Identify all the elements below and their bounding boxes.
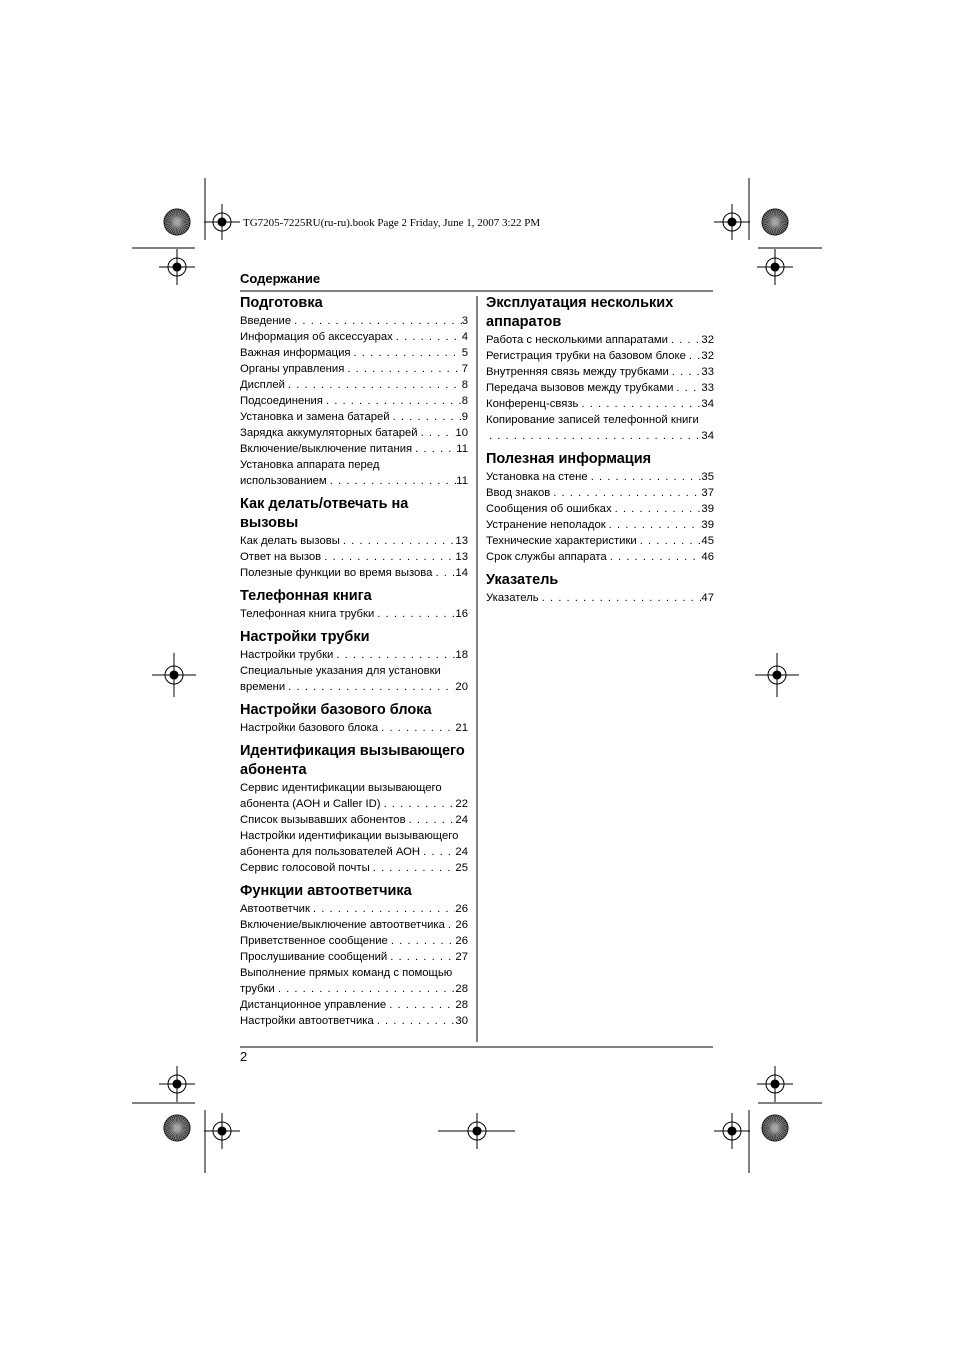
toc-entry[interactable] xyxy=(240,313,468,329)
toc-page-number: 26 xyxy=(455,903,468,915)
dot-leader xyxy=(387,949,455,965)
page-title: Содержание xyxy=(240,271,321,286)
dot-leader xyxy=(393,329,462,345)
toc-page-number: 32 xyxy=(701,350,714,362)
toc-entry-lead: Выполнение прямых команд с помощью xyxy=(240,967,453,979)
toc-entry[interactable] xyxy=(240,647,468,663)
toc-entry-text: Прослушивание сообщений xyxy=(240,951,388,963)
dot-leader xyxy=(340,533,456,549)
dot-leader xyxy=(637,533,702,549)
toc-page-number: 39 xyxy=(701,503,714,515)
toc-entry-text: Зарядка аккумуляторных батарей xyxy=(240,427,418,439)
toc-entry-text: Как делать вызовы xyxy=(240,535,340,547)
toc-entry[interactable] xyxy=(240,679,468,695)
toc-page-number: 9 xyxy=(461,411,468,423)
toc-page-number: 33 xyxy=(701,366,714,378)
dot-leader xyxy=(344,361,461,377)
dot-leader xyxy=(388,933,456,949)
file-meta: TG7205-7225RU(ru-ru).book Page 2 Friday, June 1, 2007 3:22 PM xyxy=(243,217,541,229)
toc-entry[interactable] xyxy=(486,485,714,501)
toc-entry-text: Устранение неполадок xyxy=(486,519,606,531)
toc-page-number: 45 xyxy=(701,535,714,547)
toc-page-number: 8 xyxy=(461,379,468,391)
toc-entry-text: Введение xyxy=(240,315,292,327)
toc-entry-text: Внутренняя связь между трубками xyxy=(486,366,669,378)
toc-page-number: 24 xyxy=(455,814,468,826)
toc-entry[interactable] xyxy=(486,533,714,549)
toc-entry-text: трубки xyxy=(240,983,275,995)
toc-entry[interactable] xyxy=(240,549,468,565)
toc-entry-text: Ответ на вызов xyxy=(240,551,322,563)
toc-entry[interactable] xyxy=(240,917,468,933)
toc-entry-text: абонента для пользователей АОН xyxy=(240,846,421,858)
toc-entry-text: Дисплей xyxy=(240,379,285,391)
dot-leader xyxy=(445,917,456,933)
toc-entry-text: Сервис голосовой почты xyxy=(240,862,370,874)
toc-entry[interactable] xyxy=(240,409,468,425)
toc-entry[interactable] xyxy=(486,364,714,380)
toc-entry-text: Информация об аксессуарах xyxy=(240,331,393,343)
toc-page-number: 28 xyxy=(455,983,468,995)
toc-entry-text: Приветственное сообщение xyxy=(240,935,388,947)
section-heading: Эксплуатация нескольких аппаратов xyxy=(486,295,674,330)
toc-entry-text: Технические характеристики xyxy=(486,535,637,547)
dot-leader xyxy=(374,606,455,622)
toc-page-number: 7 xyxy=(461,363,468,375)
dot-leader xyxy=(310,901,456,917)
toc-page-number: 20 xyxy=(455,681,468,693)
toc-page-number: 11 xyxy=(456,443,468,455)
toc-entry-lead: Сервис идентификации вызывающего xyxy=(240,782,442,794)
toc-entry[interactable] xyxy=(240,393,468,409)
toc-entry[interactable] xyxy=(240,796,468,812)
toc-entry-text: Включение/выключение автоответчика xyxy=(240,919,445,931)
toc-entry[interactable] xyxy=(240,812,468,828)
toc-left-column xyxy=(240,294,468,1029)
dot-leader xyxy=(374,1013,456,1029)
toc-entry-text: Ввод знаков xyxy=(486,487,551,499)
toc-entry-text: абонента (АОН и Caller ID) xyxy=(240,798,381,810)
toc-page-number: 25 xyxy=(455,862,468,874)
toc-entry[interactable] xyxy=(240,345,468,361)
toc-entry-text: Важная информация xyxy=(240,347,351,359)
toc-entry[interactable] xyxy=(486,469,714,485)
section-heading: Телефонная книга xyxy=(240,588,372,604)
toc-entry-text: Работа с несколькими аппаратами xyxy=(486,334,668,346)
section-heading: Подготовка xyxy=(240,295,323,311)
toc-entry-text: Срок службы аппарата xyxy=(486,551,607,563)
dot-leader xyxy=(539,590,702,606)
toc-page-number: 35 xyxy=(701,471,714,483)
toc-entry[interactable] xyxy=(486,549,714,565)
toc-page-number: 24 xyxy=(455,846,468,858)
dot-leader xyxy=(285,377,462,393)
toc-page-number: 30 xyxy=(455,1015,468,1027)
toc-page-number: 11 xyxy=(456,475,468,487)
dot-leader xyxy=(351,345,462,361)
toc-entry[interactable] xyxy=(240,441,468,457)
toc-entry[interactable] xyxy=(486,332,714,348)
toc-entry[interactable] xyxy=(240,1013,468,1029)
toc-entry[interactable] xyxy=(486,348,714,364)
toc-entry-text: Конференц-связь xyxy=(486,398,579,410)
section-heading: Как делать/отвечать на вызовы xyxy=(240,496,409,531)
dot-leader xyxy=(432,565,455,581)
section-heading: Функции автоответчика xyxy=(240,883,412,899)
toc-entry-text: Настройки автоответчика xyxy=(240,1015,374,1027)
dot-leader xyxy=(673,380,701,396)
toc-entry-text: Установка и замена батарей xyxy=(240,411,390,423)
toc-page-number: 26 xyxy=(455,935,468,947)
toc-page-number: 3 xyxy=(461,315,468,327)
dot-leader xyxy=(275,981,456,997)
dot-leader xyxy=(291,313,462,329)
dot-leader xyxy=(686,348,702,364)
toc-page-number: 34 xyxy=(701,430,714,442)
page-number: 2 xyxy=(240,1049,248,1064)
toc-page-number: 39 xyxy=(701,519,714,531)
toc-page-number: 46 xyxy=(701,551,714,563)
toc-entry[interactable] xyxy=(240,949,468,965)
section-heading: Идентификация вызывающего абонента xyxy=(240,743,465,778)
toc-page-number: 47 xyxy=(701,592,714,604)
dot-leader xyxy=(418,425,456,441)
toc-entry[interactable] xyxy=(486,380,714,396)
toc-entry[interactable] xyxy=(240,901,468,917)
dot-leader xyxy=(669,364,702,380)
toc-entry-text: Регистрация трубки на базовом блоке xyxy=(486,350,686,362)
toc-entry-text: Органы управления xyxy=(240,363,345,375)
toc-entry[interactable] xyxy=(486,428,714,444)
dot-leader xyxy=(668,332,701,348)
dot-leader xyxy=(607,549,702,565)
toc-entry-text: Настройки трубки xyxy=(240,649,334,661)
toc-entry[interactable] xyxy=(240,844,468,860)
toc-page-number: 37 xyxy=(701,487,714,499)
toc-entry-text: Передача вызовов между трубками xyxy=(486,382,674,394)
dot-leader xyxy=(486,428,701,444)
dot-leader xyxy=(327,473,457,489)
toc-page-number: 32 xyxy=(701,334,714,346)
toc-page-number: 33 xyxy=(701,382,714,394)
toc-entry-text: Сообщения об ошибках xyxy=(486,503,612,515)
toc-page-number: 14 xyxy=(455,567,468,579)
toc-entry-text: Телефонная книга трубки xyxy=(240,608,375,620)
dot-leader xyxy=(386,997,455,1013)
toc-page-number: 27 xyxy=(455,951,468,963)
section-heading: Настройки трубки xyxy=(240,629,370,645)
toc-entry[interactable] xyxy=(240,361,468,377)
dot-leader xyxy=(606,517,702,533)
dot-leader xyxy=(370,860,456,876)
dot-leader xyxy=(381,796,456,812)
toc-entry-text: времени xyxy=(240,681,286,693)
dot-leader xyxy=(588,469,702,485)
toc-entry[interactable] xyxy=(240,329,468,345)
toc-page-number: 8 xyxy=(461,395,468,407)
toc-entry[interactable] xyxy=(240,997,468,1013)
dot-leader xyxy=(321,549,455,565)
toc-entry[interactable] xyxy=(240,377,468,393)
dot-leader xyxy=(390,409,462,425)
toc-page-number: 21 xyxy=(455,722,468,734)
toc-page-number: 13 xyxy=(455,535,468,547)
toc-entry[interactable] xyxy=(240,533,468,549)
toc-page-number: 13 xyxy=(455,551,468,563)
dot-leader xyxy=(406,812,456,828)
toc-right-column xyxy=(486,294,714,606)
toc-entry[interactable] xyxy=(240,565,468,581)
dot-leader xyxy=(323,393,462,409)
toc-page-number: 34 xyxy=(701,398,714,410)
toc-entry-text: Полезные функции во время вызова xyxy=(240,567,433,579)
toc-entry-text: Список вызывавших абонентов xyxy=(240,814,406,826)
dot-leader xyxy=(412,441,456,457)
toc-page-number: 5 xyxy=(461,347,468,359)
toc-entry[interactable] xyxy=(240,933,468,949)
toc-entry[interactable] xyxy=(240,981,468,997)
toc-entry-lead: Настройки идентификации вызывающего xyxy=(240,830,459,842)
toc-entry[interactable] xyxy=(486,396,714,412)
toc-entry-lead: Специальные указания для установки xyxy=(240,665,441,677)
dot-leader xyxy=(420,844,455,860)
dot-leader xyxy=(378,720,455,736)
toc-entry[interactable] xyxy=(486,590,714,606)
toc-entry[interactable] xyxy=(240,606,468,622)
toc-entry-text: Дистанционное управление xyxy=(240,999,387,1011)
toc-page-number: 4 xyxy=(461,331,468,343)
toc-entry[interactable] xyxy=(240,473,468,489)
toc-page-number: 22 xyxy=(455,798,468,810)
toc-entry-text: Указатель xyxy=(486,592,539,604)
toc-entry-lead: Копирование записей телефонной книги xyxy=(486,414,699,426)
dot-leader xyxy=(578,396,701,412)
toc-entry-text: Автоответчик xyxy=(240,903,310,915)
toc-page-number: 28 xyxy=(455,999,468,1011)
toc-entry-lead: Установка аппарата перед xyxy=(240,459,380,471)
toc-entry-text: Включение/выключение питания xyxy=(240,443,413,455)
toc-page-number: 18 xyxy=(455,649,468,661)
dot-leader xyxy=(612,501,702,517)
toc-entry[interactable] xyxy=(240,425,468,441)
dot-leader xyxy=(550,485,701,501)
toc-page-number: 16 xyxy=(455,608,468,620)
toc-entry[interactable] xyxy=(240,720,468,736)
toc-entry[interactable] xyxy=(486,501,714,517)
section-heading: Указатель xyxy=(486,572,559,588)
section-heading: Полезная информация xyxy=(486,451,652,467)
toc-entry-text: Установка на стене xyxy=(486,471,588,483)
dot-leader xyxy=(333,647,455,663)
toc-page-number: 10 xyxy=(455,427,468,439)
toc-page-number: 26 xyxy=(455,919,468,931)
toc-entry-text: Настройки базового блока xyxy=(240,722,379,734)
toc-entry-text: Подсоединения xyxy=(240,395,323,407)
toc-entry[interactable] xyxy=(486,517,714,533)
section-heading: Настройки базового блока xyxy=(240,702,432,718)
dot-leader xyxy=(285,679,455,695)
toc-entry[interactable] xyxy=(240,860,468,876)
toc-entry-text: использованием xyxy=(240,475,327,487)
